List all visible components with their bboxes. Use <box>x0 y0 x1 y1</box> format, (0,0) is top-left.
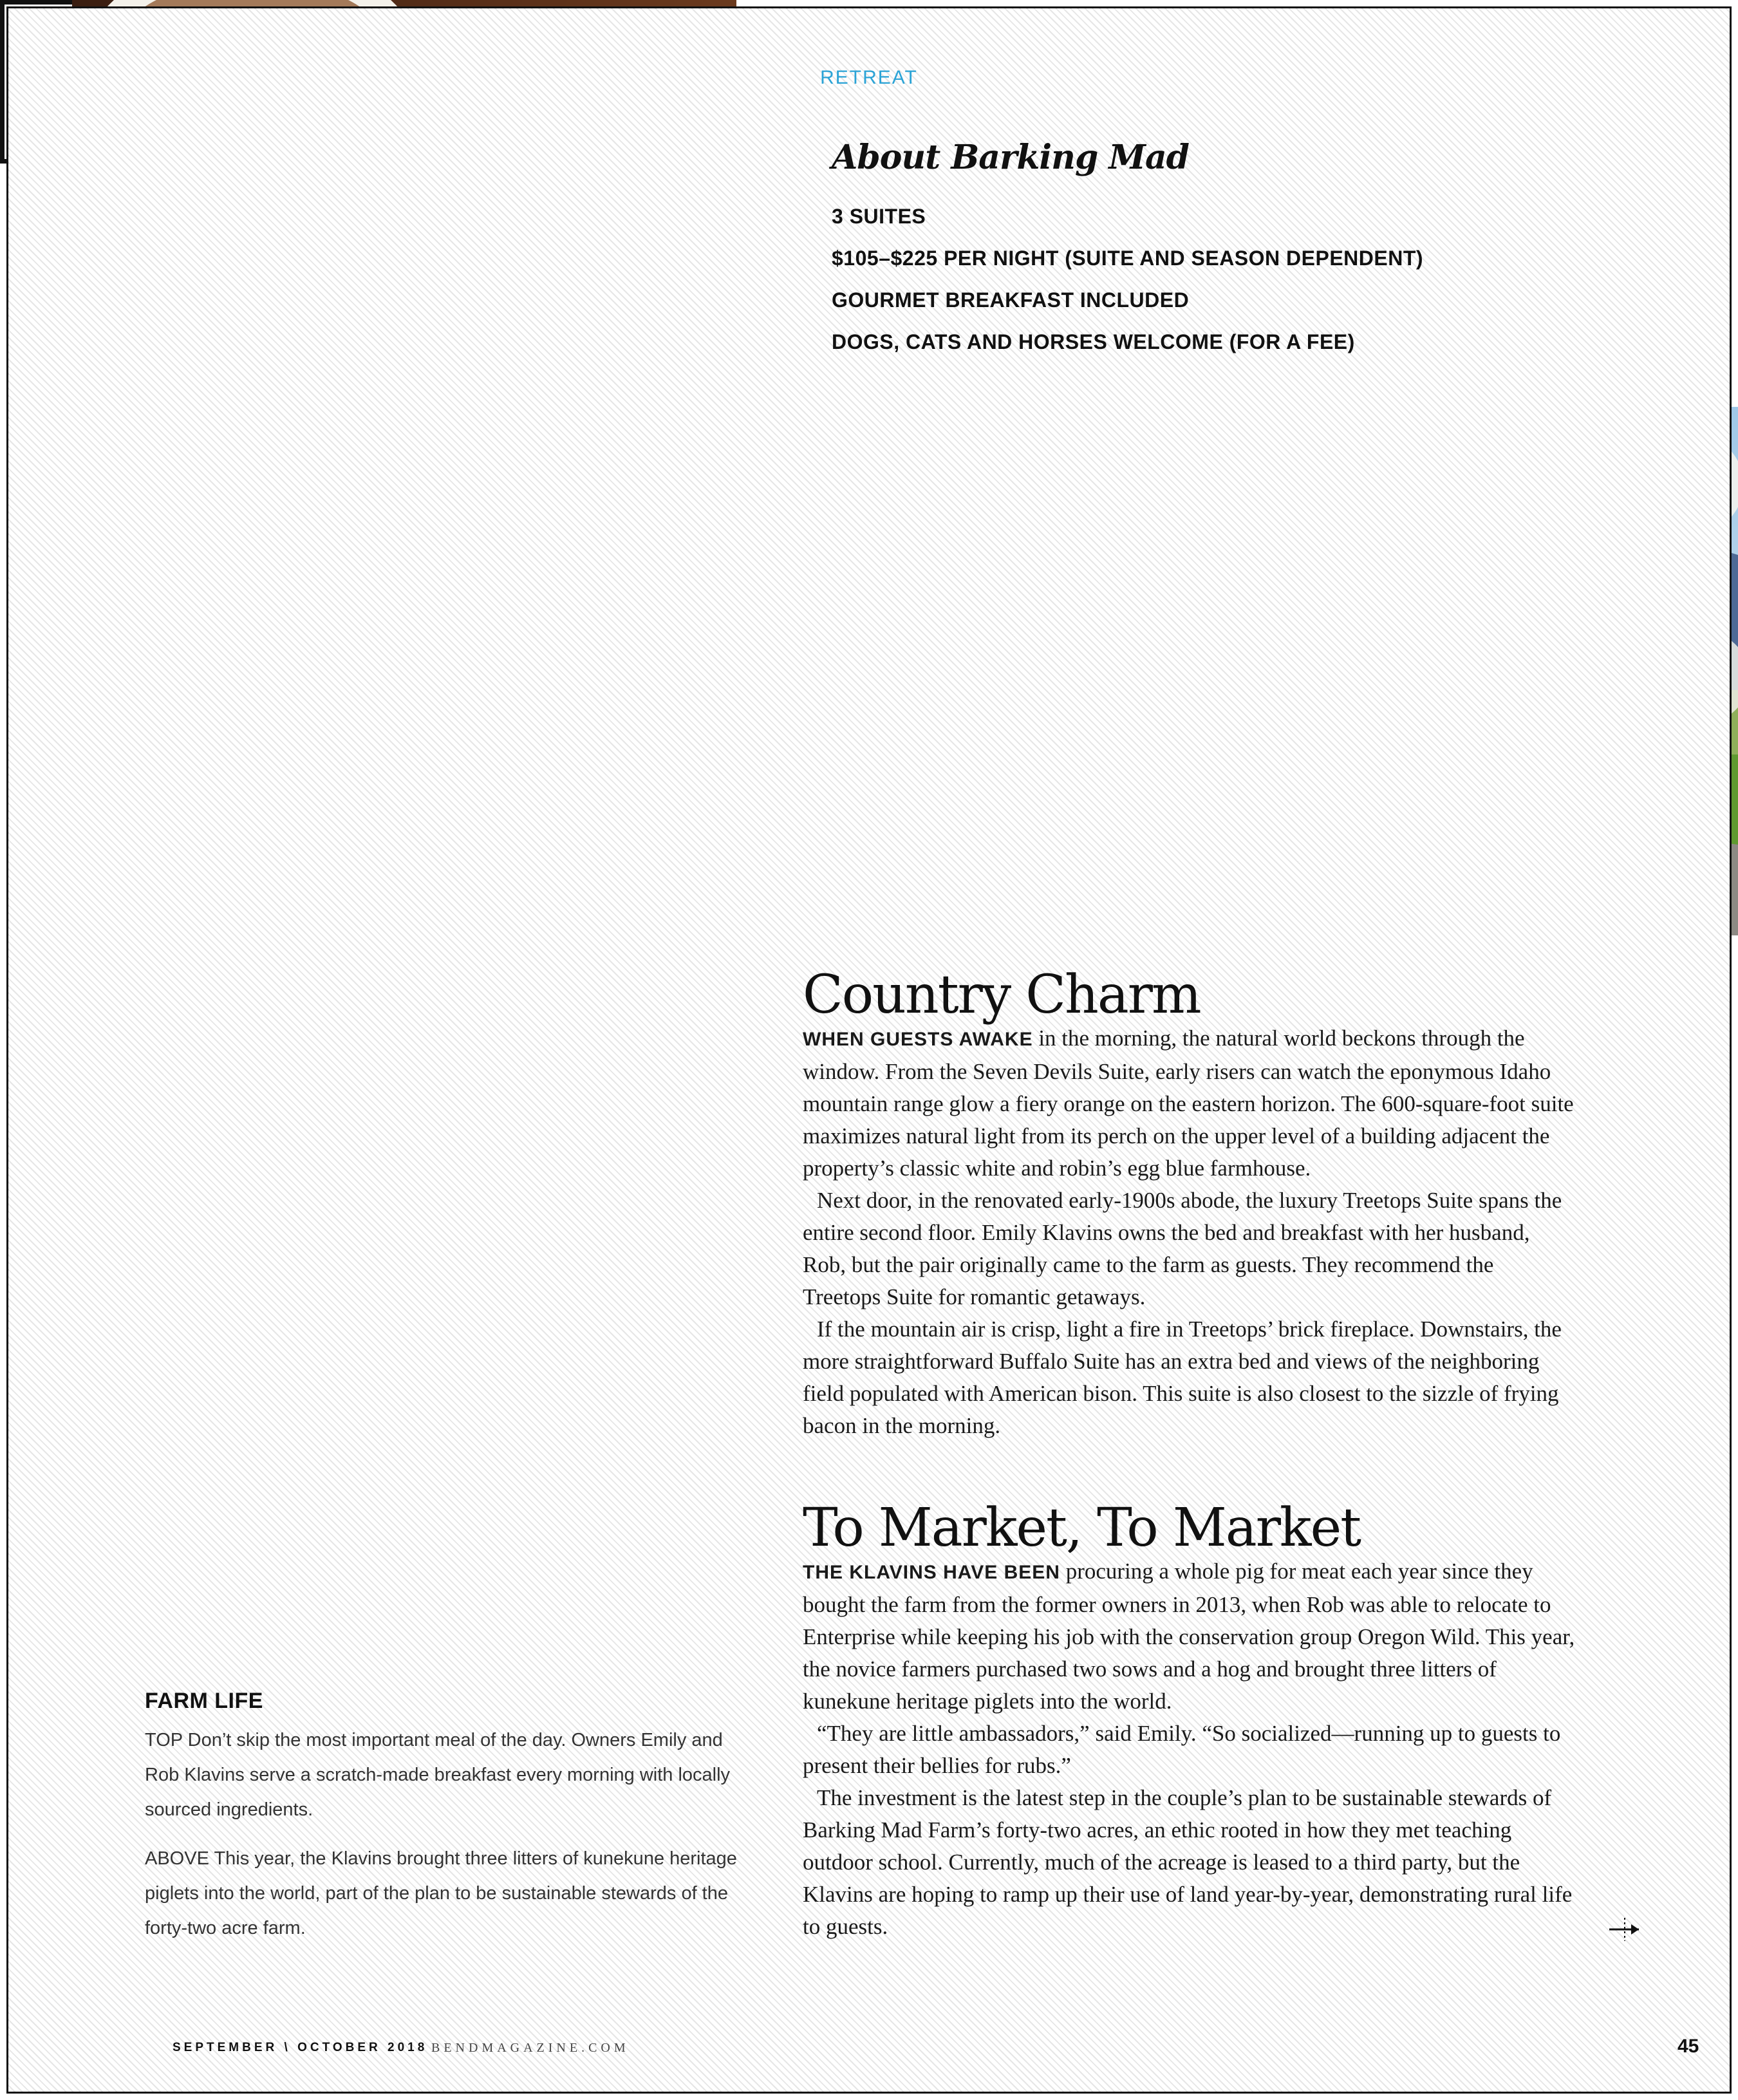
badge-label: RETREAT <box>820 67 918 88</box>
section-heading-country-charm: Country Charm <box>803 964 1201 1026</box>
section-body-country-charm <box>803 1022 1575 1442</box>
caption-heading: FARM LIFE <box>145 1689 263 1713</box>
retreat-section-badge <box>0 0 918 164</box>
paragraph <box>803 1022 1575 1185</box>
paragraph: “They are little ambassadors,” said Emily. “So socialized—running up to guests to present their bellies for rubs.” <box>803 1721 1561 1778</box>
lead-in: WHEN GUESTS AWAKE <box>803 1029 1033 1050</box>
page-number: 45 <box>1677 2036 1699 2057</box>
caption-above: ABOVE This year, the Klavins brought three litters of kunekune heritage piglets into the world, part of the plan to be sustainable stewards of the forty-two acre farm. <box>145 1848 737 1938</box>
paragraph: The investment is the latest step in the couple’s plan to be sustainable stewards of Barking Mad Farm’s forty-two acres, an ethic rooted in how they met teaching outdoor school. Currently, much of the acreage is leased to a third party, but the Klavins are hoping to ramp up their use of land year-by-year, demonstrating rural life to guests. <box>803 1785 1573 1939</box>
paragraph <box>803 1555 1575 1718</box>
paragraph: If the mountain air is crisp, light a fire in Treetops’ brick fireplace. Downstairs, the more straightforward Buffalo Suite has an extra bed and views of the neighboring field populated with American bison. This suite is also closest to the sizzle of frying bacon in the morning. <box>803 1317 1562 1438</box>
paragraph-text: in the morning, the natural world beckons through the window. From the Seven Devils Suite, early risers can watch the eponymous Idaho mountain range glow a fiery orange on the eastern horizon. The 600-square-foot suite maximizes natural light from its perch on the upper level of a building adjacent the property’s classic white and robin’s egg blue farmhouse. <box>803 1026 1574 1181</box>
footer-issue-date: SEPTEMBER \ OCTOBER 2018 <box>173 2041 428 2054</box>
about-suites: 3 SUITES <box>832 205 926 228</box>
about-breakfast: GOURMET BREAKFAST INCLUDED <box>832 288 1190 312</box>
footer-website: BENDMAGAZINE.COM <box>431 2041 630 2055</box>
section-body-to-market <box>803 1555 1575 1943</box>
section-heading-to-market: To Market, To Market <box>803 1497 1361 1559</box>
about-price: $105–$225 PER NIGHT (SUITE AND SEASON DEPENDENT) <box>832 247 1424 270</box>
about-title: About Barking Mad <box>832 138 1190 177</box>
end-of-article-icon <box>1608 1915 1640 1944</box>
paragraph-text: procuring a whole pig for meat each year since they bought the farm from the former owners in 2013, when Rob was able to relocate to Enterprise while keeping his job with the conservation group Oregon Wild. This year, the novice farmers purchased two sows and a hog and brought three litters of kunekune heritage piglets into the world. <box>803 1559 1575 1714</box>
caption-top: TOP Don’t skip the most important meal of the day. Owners Emily and Rob Klavins serve a scratch-made breakfast every morning with locally sourced ingredients. <box>145 1730 731 1820</box>
lead-in: THE KLAVINS HAVE BEEN <box>803 1562 1060 1583</box>
about-pets: DOGS, CATS AND HORSES WELCOME (FOR A FEE) <box>832 330 1355 353</box>
paragraph: Next door, in the renovated early-1900s abode, the luxury Treetops Suite spans the entire second floor. Emily Klavins owns the bed and breakfast with her husband, Rob, but the pair originally came to the farm as guests. They recommend the Treetops Suite for romantic getaways. <box>803 1188 1562 1309</box>
